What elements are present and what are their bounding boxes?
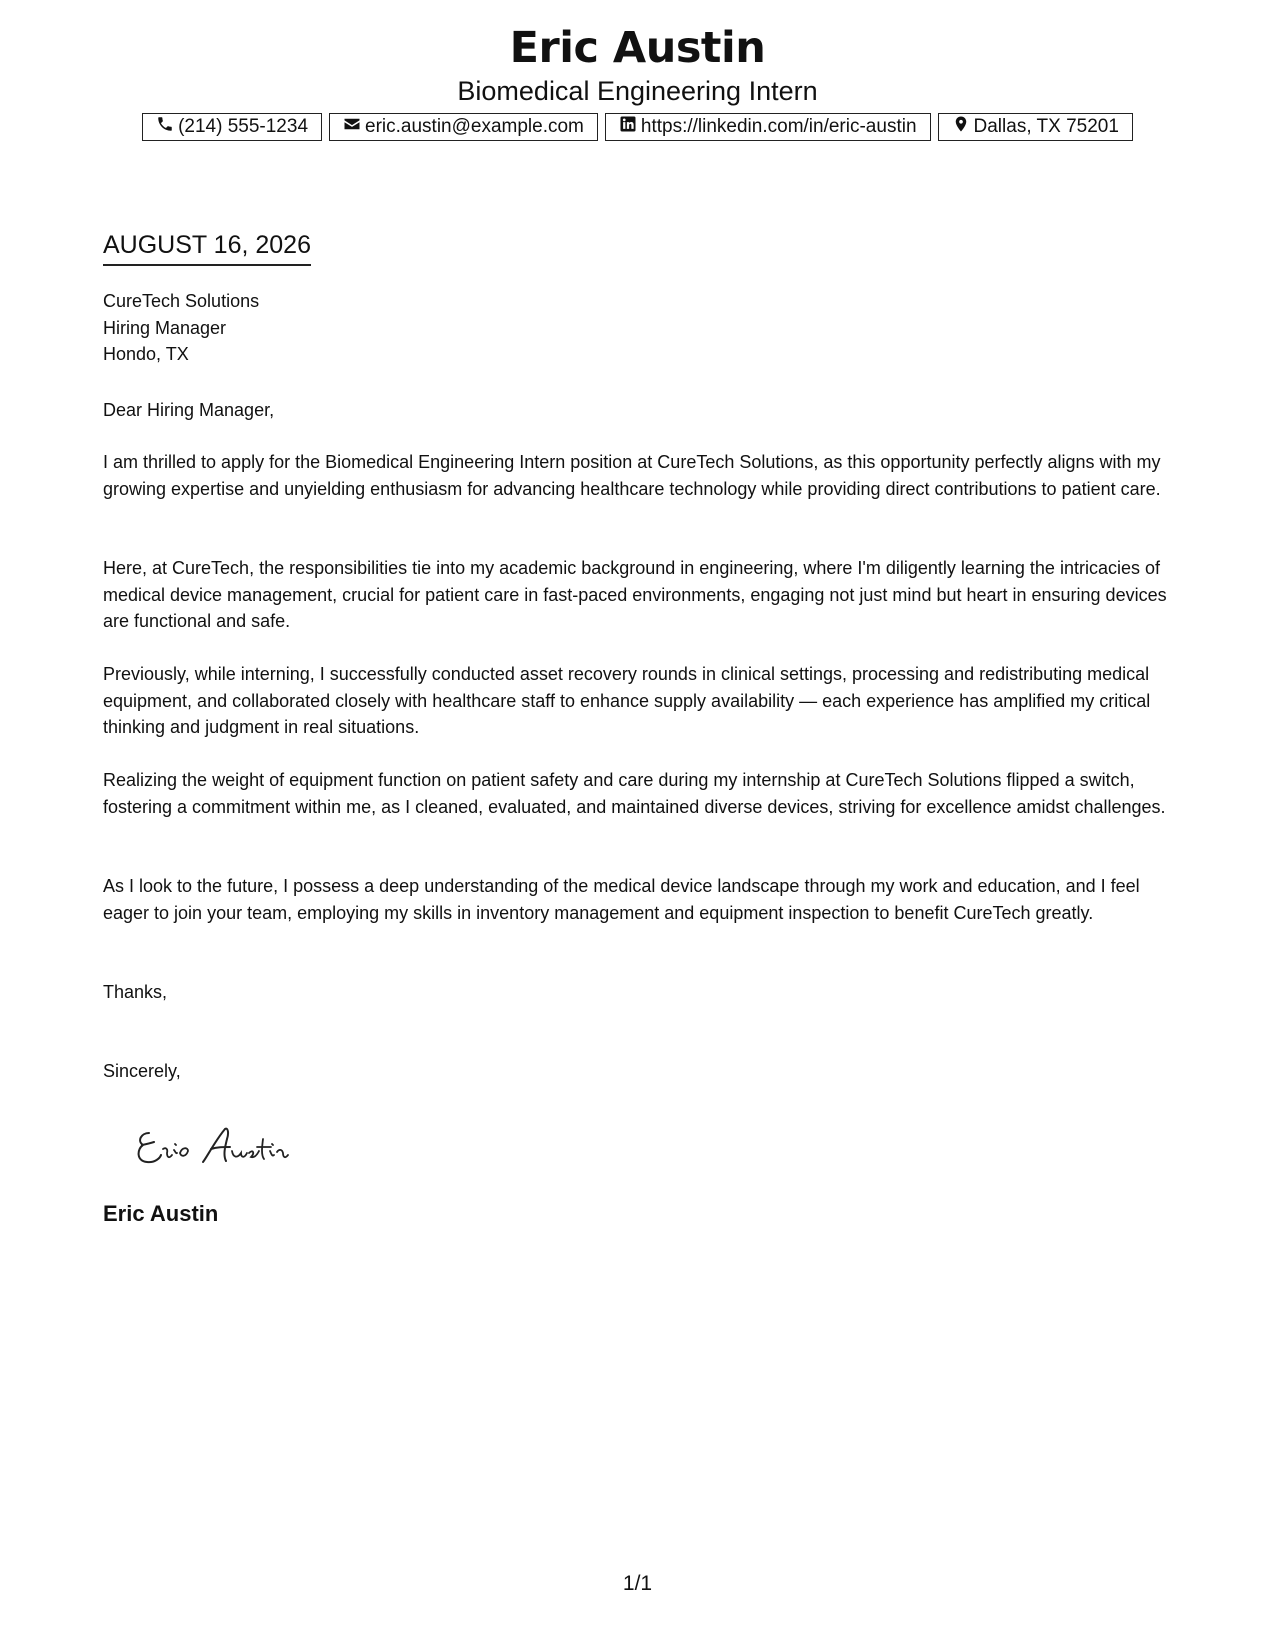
contact-email-text: eric.austin@example.com <box>365 116 584 137</box>
contact-linkedin[interactable] <box>605 113 931 141</box>
body-paragraph: Here, at CureTech, the responsibilities tie into my academic background in engineering, where I'm diligently learning the intricacies of medical device management, crucial for patient care in fast-paced environments, engaging not just mind but heart in ensuring devices are functional and safe. <box>103 558 1167 631</box>
signer-name: Eric Austin <box>103 1201 219 1226</box>
linkedin-icon <box>619 115 637 139</box>
letter-header <box>0 22 1275 108</box>
closing-thanks: Thanks, <box>103 982 168 1002</box>
applicant-name: Eric Austin <box>509 23 766 73</box>
body-paragraph: Previously, while interning, I successfully conducted asset recovery rounds in clinical settings, processing and redistributing medical equipment, and collaborated closely with healthcare staff to enhance supply availability — each experience has amplified my critical thinking and judgment in real situations. <box>103 664 1151 737</box>
envelope-icon <box>343 115 361 139</box>
body-paragraph: As I look to the future, I possess a deep understanding of the medical device landscape through my work and education, and I feel eager to join your team, employing my skills in inventory management and equipment inspection to benefit CureTech greatly. <box>103 876 1140 923</box>
closing-sincerely: Sincerely, <box>103 1061 181 1081</box>
contact-email[interactable] <box>329 113 598 141</box>
map-pin-icon <box>952 115 970 139</box>
recipient-company: CureTech Solutions <box>103 291 260 311</box>
salutation: Dear Hiring Manager, <box>103 400 275 420</box>
contact-linkedin-text: https://linkedin.com/in/eric-austin <box>640 116 917 137</box>
phone-icon <box>156 115 174 139</box>
body-paragraph: I am thrilled to apply for the Biomedical Engineering Intern position at CureTech Solutions, as this opportunity perfectly aligns with my growing expertise and unyielding enthusiasm for advancing healthcare technology while providing direct contributions to patient care. <box>103 452 1161 499</box>
applicant-title: Biomedical Engineering Intern <box>457 76 818 106</box>
recipient-block <box>103 288 1173 368</box>
letter-date: AUGUST 16, 2026 <box>103 229 311 266</box>
contact-location[interactable] <box>938 113 1133 141</box>
page-indicator: 1/1 <box>622 1572 653 1595</box>
recipient-location: Hondo, TX <box>103 344 189 364</box>
contact-phone[interactable] <box>142 113 322 141</box>
contact-bar <box>0 113 1275 141</box>
handwritten-signature <box>133 1117 333 1175</box>
recipient-role: Hiring Manager <box>103 317 227 338</box>
contact-location-text: Dallas, TX 75201 <box>973 116 1119 137</box>
body-paragraph: Realizing the weight of equipment function on patient safety and care during my internship at CureTech Solutions flipped a switch, fostering a commitment within me, as I cleaned, evaluated, and maintained diverse devices, striving for excellence amidst challenges. <box>103 770 1166 817</box>
contact-phone-text: (214) 555-1234 <box>178 116 309 137</box>
